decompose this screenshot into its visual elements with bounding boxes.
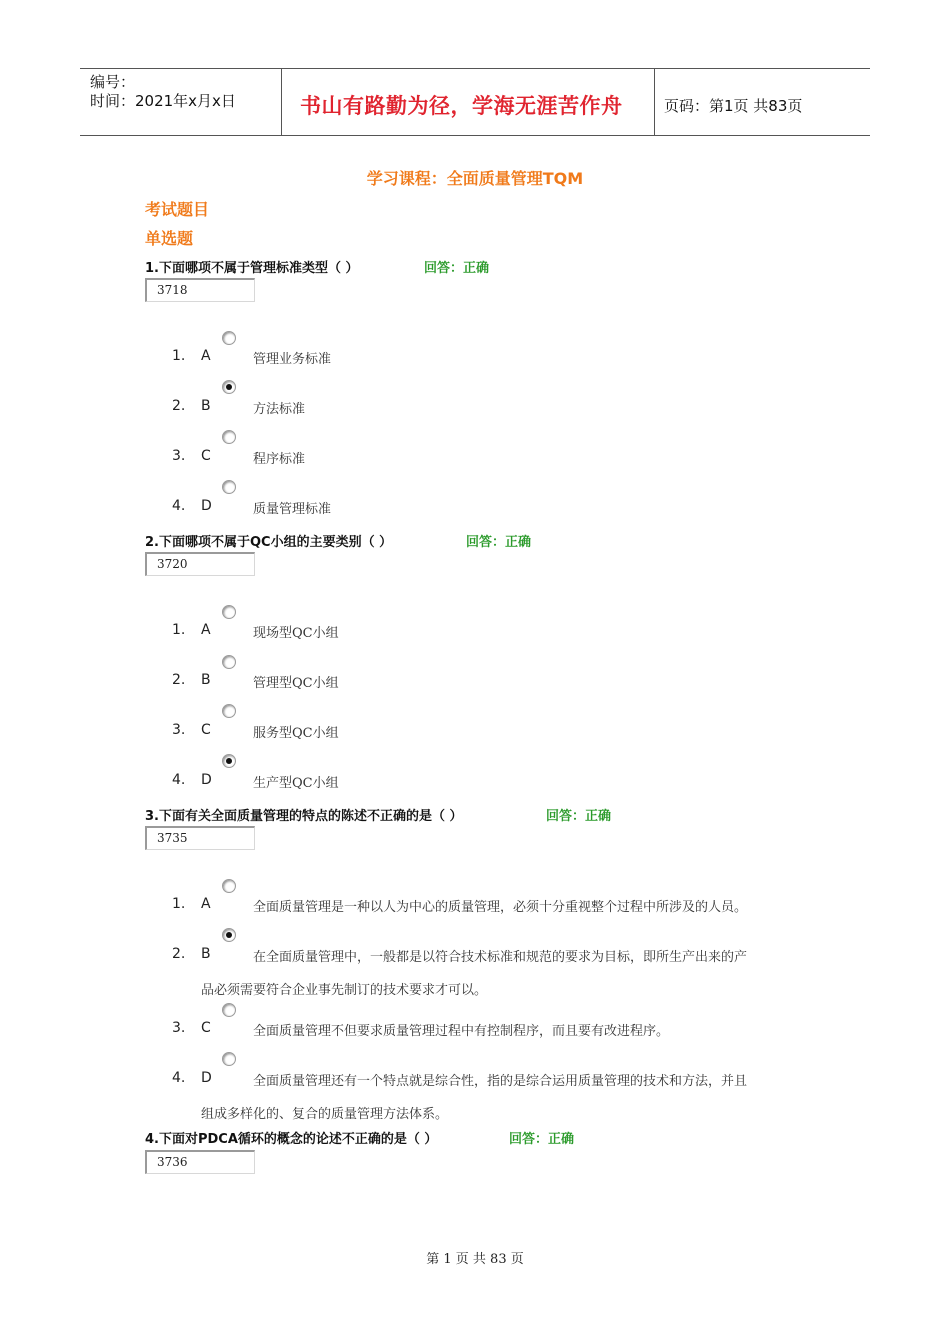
question-3-id-field[interactable]: 3735 xyxy=(145,826,255,850)
q3-option-a-number: 1. xyxy=(172,896,186,912)
q2-option-b-radio[interactable] xyxy=(222,655,236,669)
page-footer: 第 1 页 共 83 页 xyxy=(426,1252,524,1267)
header-top-rule xyxy=(80,68,870,69)
q1-option-c-number: 3. xyxy=(172,448,186,464)
q3-option-c-letter: C xyxy=(201,1020,211,1036)
q3-option-b-letter: B xyxy=(201,946,211,962)
q3-option-a-letter: A xyxy=(201,896,211,912)
question-1-text: 1.下面哪项不属于管理标准类型（ ） xyxy=(145,261,359,276)
q3-option-a-radio[interactable] xyxy=(222,879,236,893)
q1-option-b-letter: B xyxy=(201,398,211,414)
q2-option-b-number: 2. xyxy=(172,672,186,688)
q3-option-c-number: 3. xyxy=(172,1020,186,1036)
q1-option-c-letter: C xyxy=(201,448,211,464)
q2-option-d-radio[interactable] xyxy=(222,754,236,768)
q3-option-c-text: 全面质量管理不但要求质量管理过程中有控制程序，而且要有改进程序。 xyxy=(253,1024,670,1039)
question-2-id-field[interactable]: 3720 xyxy=(145,552,255,576)
q2-option-d-text: 生产型QC小组 xyxy=(253,776,339,791)
question-4-answer: 回答：正确 xyxy=(509,1132,575,1147)
q1-option-d-letter: D xyxy=(201,498,212,514)
q1-option-d-number: 4. xyxy=(172,498,186,514)
question-4-id-field[interactable]: 3736 xyxy=(145,1150,255,1174)
course-title: 学习课程：全面质量管理TQM xyxy=(366,169,584,188)
q1-option-c-radio[interactable] xyxy=(222,430,236,444)
q2-option-c-number: 3. xyxy=(172,722,186,738)
header-divider-left xyxy=(281,69,282,136)
question-4-text: 4.下面对PDCA循环的概念的论述不正确的是（ ） xyxy=(145,1132,438,1147)
question-2-answer: 回答：正确 xyxy=(466,535,532,550)
q1-option-d-text: 质量管理标准 xyxy=(253,502,332,517)
q1-option-c-text: 程序标准 xyxy=(253,452,306,467)
q1-option-b-text: 方法标准 xyxy=(253,402,306,417)
question-1-id-field[interactable]: 3718 xyxy=(145,278,255,302)
question-3-answer: 回答：正确 xyxy=(546,809,612,824)
q3-option-b-text-continued: 品必须需要符合企业事先制订的技术要求才可以。 xyxy=(201,983,488,998)
q3-option-d-text: 全面质量管理还有一个特点就是综合性，指的是综合运用质量管理的技术和方法，并且 xyxy=(253,1074,748,1089)
q1-option-b-number: 2. xyxy=(172,398,186,414)
q1-option-a-letter: A xyxy=(201,348,211,364)
q1-option-d-radio[interactable] xyxy=(222,480,236,494)
q2-option-c-letter: C xyxy=(201,722,211,738)
q3-option-b-number: 2. xyxy=(172,946,186,962)
q2-option-d-number: 4. xyxy=(172,772,186,788)
section-heading: 单选题 xyxy=(145,229,194,248)
q2-option-c-text: 服务型QC小组 xyxy=(253,726,339,741)
question-2-text: 2.下面哪项不属于QC小组的主要类别（ ） xyxy=(145,535,393,550)
header-page-label: 页码：第1页 共83页 xyxy=(664,97,803,115)
header-motto: 书山有路勤为径，学海无涯苦作舟 xyxy=(300,93,623,118)
question-1-answer: 回答：正确 xyxy=(424,261,490,276)
q1-option-b-radio[interactable] xyxy=(222,380,236,394)
q1-option-a-number: 1. xyxy=(172,348,186,364)
q3-option-b-text: 在全面质量管理中，一般都是以符合技术标准和规范的要求为目标，即所生产出来的产 xyxy=(253,950,748,965)
exam-heading: 考试题目 xyxy=(145,200,210,219)
q3-option-c-radio[interactable] xyxy=(222,1003,236,1017)
q3-option-d-number: 4. xyxy=(172,1070,186,1086)
question-3-text: 3.下面有关全面质量管理的特点的陈述不正确的是（ ） xyxy=(145,809,463,824)
q2-option-a-text: 现场型QC小组 xyxy=(253,626,339,641)
q2-option-b-text: 管理型QC小组 xyxy=(253,676,339,691)
q2-option-b-letter: B xyxy=(201,672,211,688)
header-time-label: 时间：2021年x月x日 xyxy=(90,92,236,110)
q1-option-a-text: 管理业务标准 xyxy=(253,352,332,367)
q2-option-a-letter: A xyxy=(201,622,211,638)
q3-option-d-text-continued: 组成多样化的、复合的质量管理方法体系。 xyxy=(201,1107,449,1122)
q3-option-d-radio[interactable] xyxy=(222,1052,236,1066)
q2-option-c-radio[interactable] xyxy=(222,704,236,718)
q3-option-b-radio[interactable] xyxy=(222,928,236,942)
q2-option-a-number: 1. xyxy=(172,622,186,638)
q2-option-a-radio[interactable] xyxy=(222,605,236,619)
q2-option-d-letter: D xyxy=(201,772,212,788)
header-number-label: 编号： xyxy=(90,73,136,91)
q3-option-a-text: 全面质量管理是一种以人为中心的质量管理，必须十分重视整个过程中所涉及的人员。 xyxy=(253,900,748,915)
q3-option-d-letter: D xyxy=(201,1070,212,1086)
q1-option-a-radio[interactable] xyxy=(222,331,236,345)
header-divider-right xyxy=(654,69,655,136)
header-bottom-rule xyxy=(80,135,870,136)
